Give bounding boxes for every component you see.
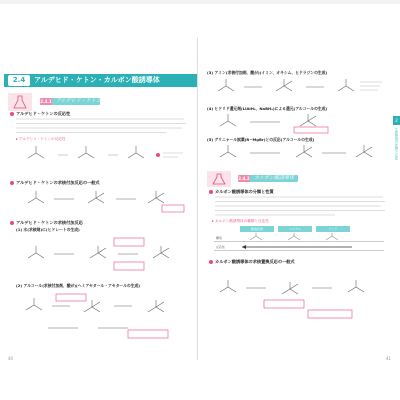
amine-diagram	[210, 76, 385, 102]
table-row-label: 構造	[216, 236, 223, 240]
page-number-right: 41	[386, 356, 392, 361]
section-number: 2.4	[8, 75, 30, 86]
table-structures	[240, 233, 352, 242]
table-row-label: 反応性	[216, 245, 226, 249]
table-caption: ▸ カルボン酸誘導体の種類と反応性	[212, 219, 269, 223]
table-header-cell: 酸塩化物	[240, 226, 274, 232]
chapter-tab: 2	[393, 116, 400, 125]
acetal-diagram	[18, 290, 188, 344]
reactivity-diagram	[18, 143, 188, 173]
item-marker	[10, 221, 14, 225]
item-title: アルデヒド・ケトンの求核付加反応の一般式	[16, 180, 100, 185]
hydrate-diagram	[18, 234, 188, 280]
item-title: (5) グリニャール試薬(R−MgBr)との反応(アルコールの生成)	[207, 137, 315, 142]
flask-icon	[8, 93, 32, 111]
item-marker	[209, 260, 213, 264]
section-title: アルデヒド・ケトン・カルボン酸誘導体	[34, 76, 160, 84]
item-subtitle: (2) アルコール(求核付加剤、酸が)(ヘミアセタール・アセタールの生成)	[16, 283, 141, 288]
page-number-left: 40	[8, 356, 14, 361]
item-title: アルデヒド・ケトンの反応性	[16, 111, 71, 116]
item-marker	[209, 190, 213, 194]
body-paragraph	[16, 117, 186, 135]
figure-caption: ▸ アルデヒド・ケトンの反応性	[16, 137, 66, 141]
item-title: (3) アミン(求核付加剤、酸が)(イミン、オキシム、ヒドラジンの生成)	[207, 70, 328, 75]
subsection-title-2: カルボン酸誘導体	[254, 175, 295, 181]
item-marker	[10, 112, 14, 116]
flask-icon	[207, 171, 231, 187]
table-header-cell: エステル	[278, 226, 312, 232]
item-marker	[10, 181, 14, 185]
subsection-title-1: アルデヒド・ケトン	[56, 98, 101, 104]
reduction-diagram	[210, 112, 385, 134]
item-title: カルボン酸誘導体の求核置換反応の一般式	[215, 259, 295, 264]
body-paragraph	[215, 195, 385, 217]
item-title: カルボン酸誘導体の分類と性質	[215, 189, 274, 194]
item-title: (4) ヒドリド還元剤(LiAlH₄、NaBH₄)による還元(アルコールの生成)	[207, 106, 328, 111]
grignard-diagram	[210, 143, 385, 165]
subsection-tag-2: 2.4.2	[238, 176, 250, 181]
item-title: アルデヒド・ケトンの求核付加反応	[16, 220, 83, 225]
reactivity-arrow	[240, 244, 355, 250]
general-equation-diagram	[18, 187, 188, 215]
top-bar	[0, 0, 400, 4]
substitution-diagram	[212, 266, 382, 326]
chapter-side-label: 生体物質の性質と反応	[394, 128, 398, 160]
table-header-cell: アミド	[316, 226, 350, 232]
subsection-tag-1: 2.4.1	[40, 99, 52, 104]
item-subtitle: (1) 水(求核剤)に(ヒドレートの生成)	[16, 227, 80, 232]
